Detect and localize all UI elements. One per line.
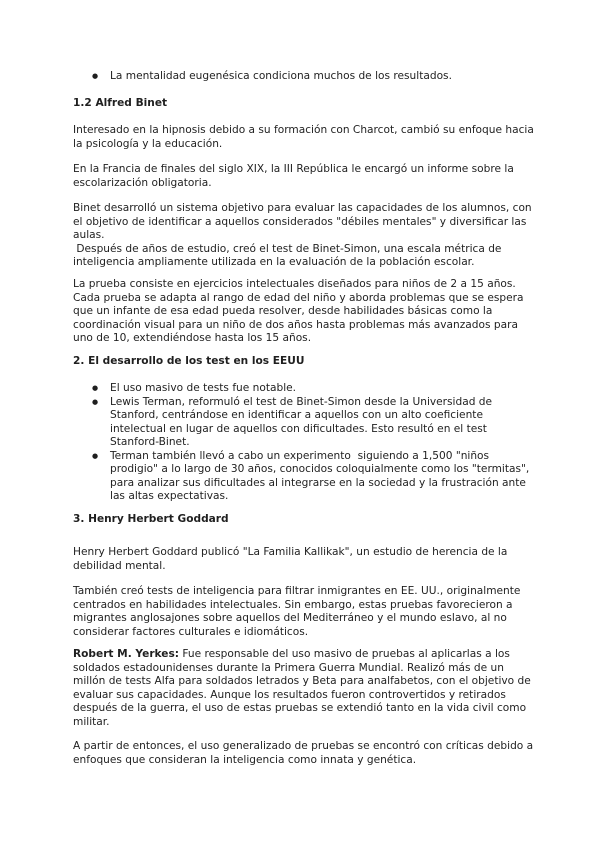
yerkes-name: Robert M. Yerkes: xyxy=(73,648,180,660)
paragraph-line-group: Binet desarrolló un sistema objetivo para evaluar las capacidades de los alumnos, con el objetivo de identificar a aquellos considerados "débiles mentales" y diversificar las aulas. xyxy=(73,202,532,241)
paragraph: También creó tests de inteligencia para filtrar inmigrantes en EE. UU., originalmente centrados en habilidades intelectuales. Sin embargo, estas pruebas favorecieron a migrantes anglosajones sobre aquellos del Mediterráneo y el mundo eslavo, al no considerar factores culturales e idiomáticos. xyxy=(73,585,521,638)
bullet-item: ● La mentalidad eugenésica condiciona muchos de los resultados. xyxy=(110,70,536,84)
yerkes-text: Fue responsable del uso masivo de pruebas al aplicarlas a los soldados estadounidenses durante la Primera Guerra Mundial. Realizó más de un millón de tests Alfa para soldados letrados y Beta para analfabetos, con el objetivo de evaluar sus capacidades. Aunque los resultados fueron controvertidos y retirados después de la guerra, el uso de estas pruebas se extendió tanto en la vida civil como militar. xyxy=(73,648,531,728)
paragraph: A partir de entonces, el uso generalizado de pruebas se encontró con críticas debido a enfoques que consideran la inteligencia como innata y genética. xyxy=(73,740,534,766)
eeuu-bullet-list xyxy=(110,382,536,504)
paragraph: La prueba consiste en ejercicios intelectuales diseñados para niños de 2 a 15 años. Cada prueba se adapta al rango de edad del niño y aborda problemas que se espera que un infante de esa edad pueda resolver, desde habilidades básicas como la coordinación visual para un niño de dos años hasta problemas más avanzados para uno de 10, extendiéndose hasta los 15 años. xyxy=(73,278,524,344)
paragraph: En la Francia de finales del siglo XIX, la III República le encargó un informe sobre la escolarización obligatoria. xyxy=(73,163,514,189)
bullet-item: ● Terman también llevó a cabo un experimento siguiendo a 1,500 "niños prodigio" a lo largo de 30 años, conocidos coloquialmente como los "termitas", para analizar sus dificultades al integrarse en la sociedad y la frustración ante las altas expectativas. xyxy=(110,450,536,504)
paragraph: Interesado en la hipnosis debido a su formación con Charcot, cambió su enfoque hacia la psicología y la educación. xyxy=(73,124,534,150)
top-bullet-list xyxy=(110,70,536,84)
bullet-item: ● El uso masivo de tests fue notable. xyxy=(110,382,536,396)
section-heading-binet: 1.2 Alfred Binet xyxy=(73,97,168,109)
paragraph: Henry Herbert Goddard publicó "La Familia Kallikak", un estudio de herencia de la debilidad mental. xyxy=(73,546,508,572)
paragraph-line-group: Después de años de estudio, creó el test de Binet-Simon, una escala métrica de inteligencia ampliamente utilizada en la evaluación de la población escolar. xyxy=(73,242,505,268)
bullet-item: ● Lewis Terman, reformuló el test de Binet-Simon desde la Universidad de Stanford, centrándose en identificar a aquellos con un alto coeficiente intelectual en lugar de aquellos con dificultades. Esto resultó en el test Stanford-Binet. xyxy=(110,396,536,450)
section-heading-goddard: 3. Henry Herbert Goddard xyxy=(73,513,229,525)
section-heading-eeuu: 2. El desarrollo de los test en los EEUU xyxy=(73,355,305,367)
paragraph xyxy=(73,202,535,270)
paragraph-yerkes xyxy=(73,648,535,729)
